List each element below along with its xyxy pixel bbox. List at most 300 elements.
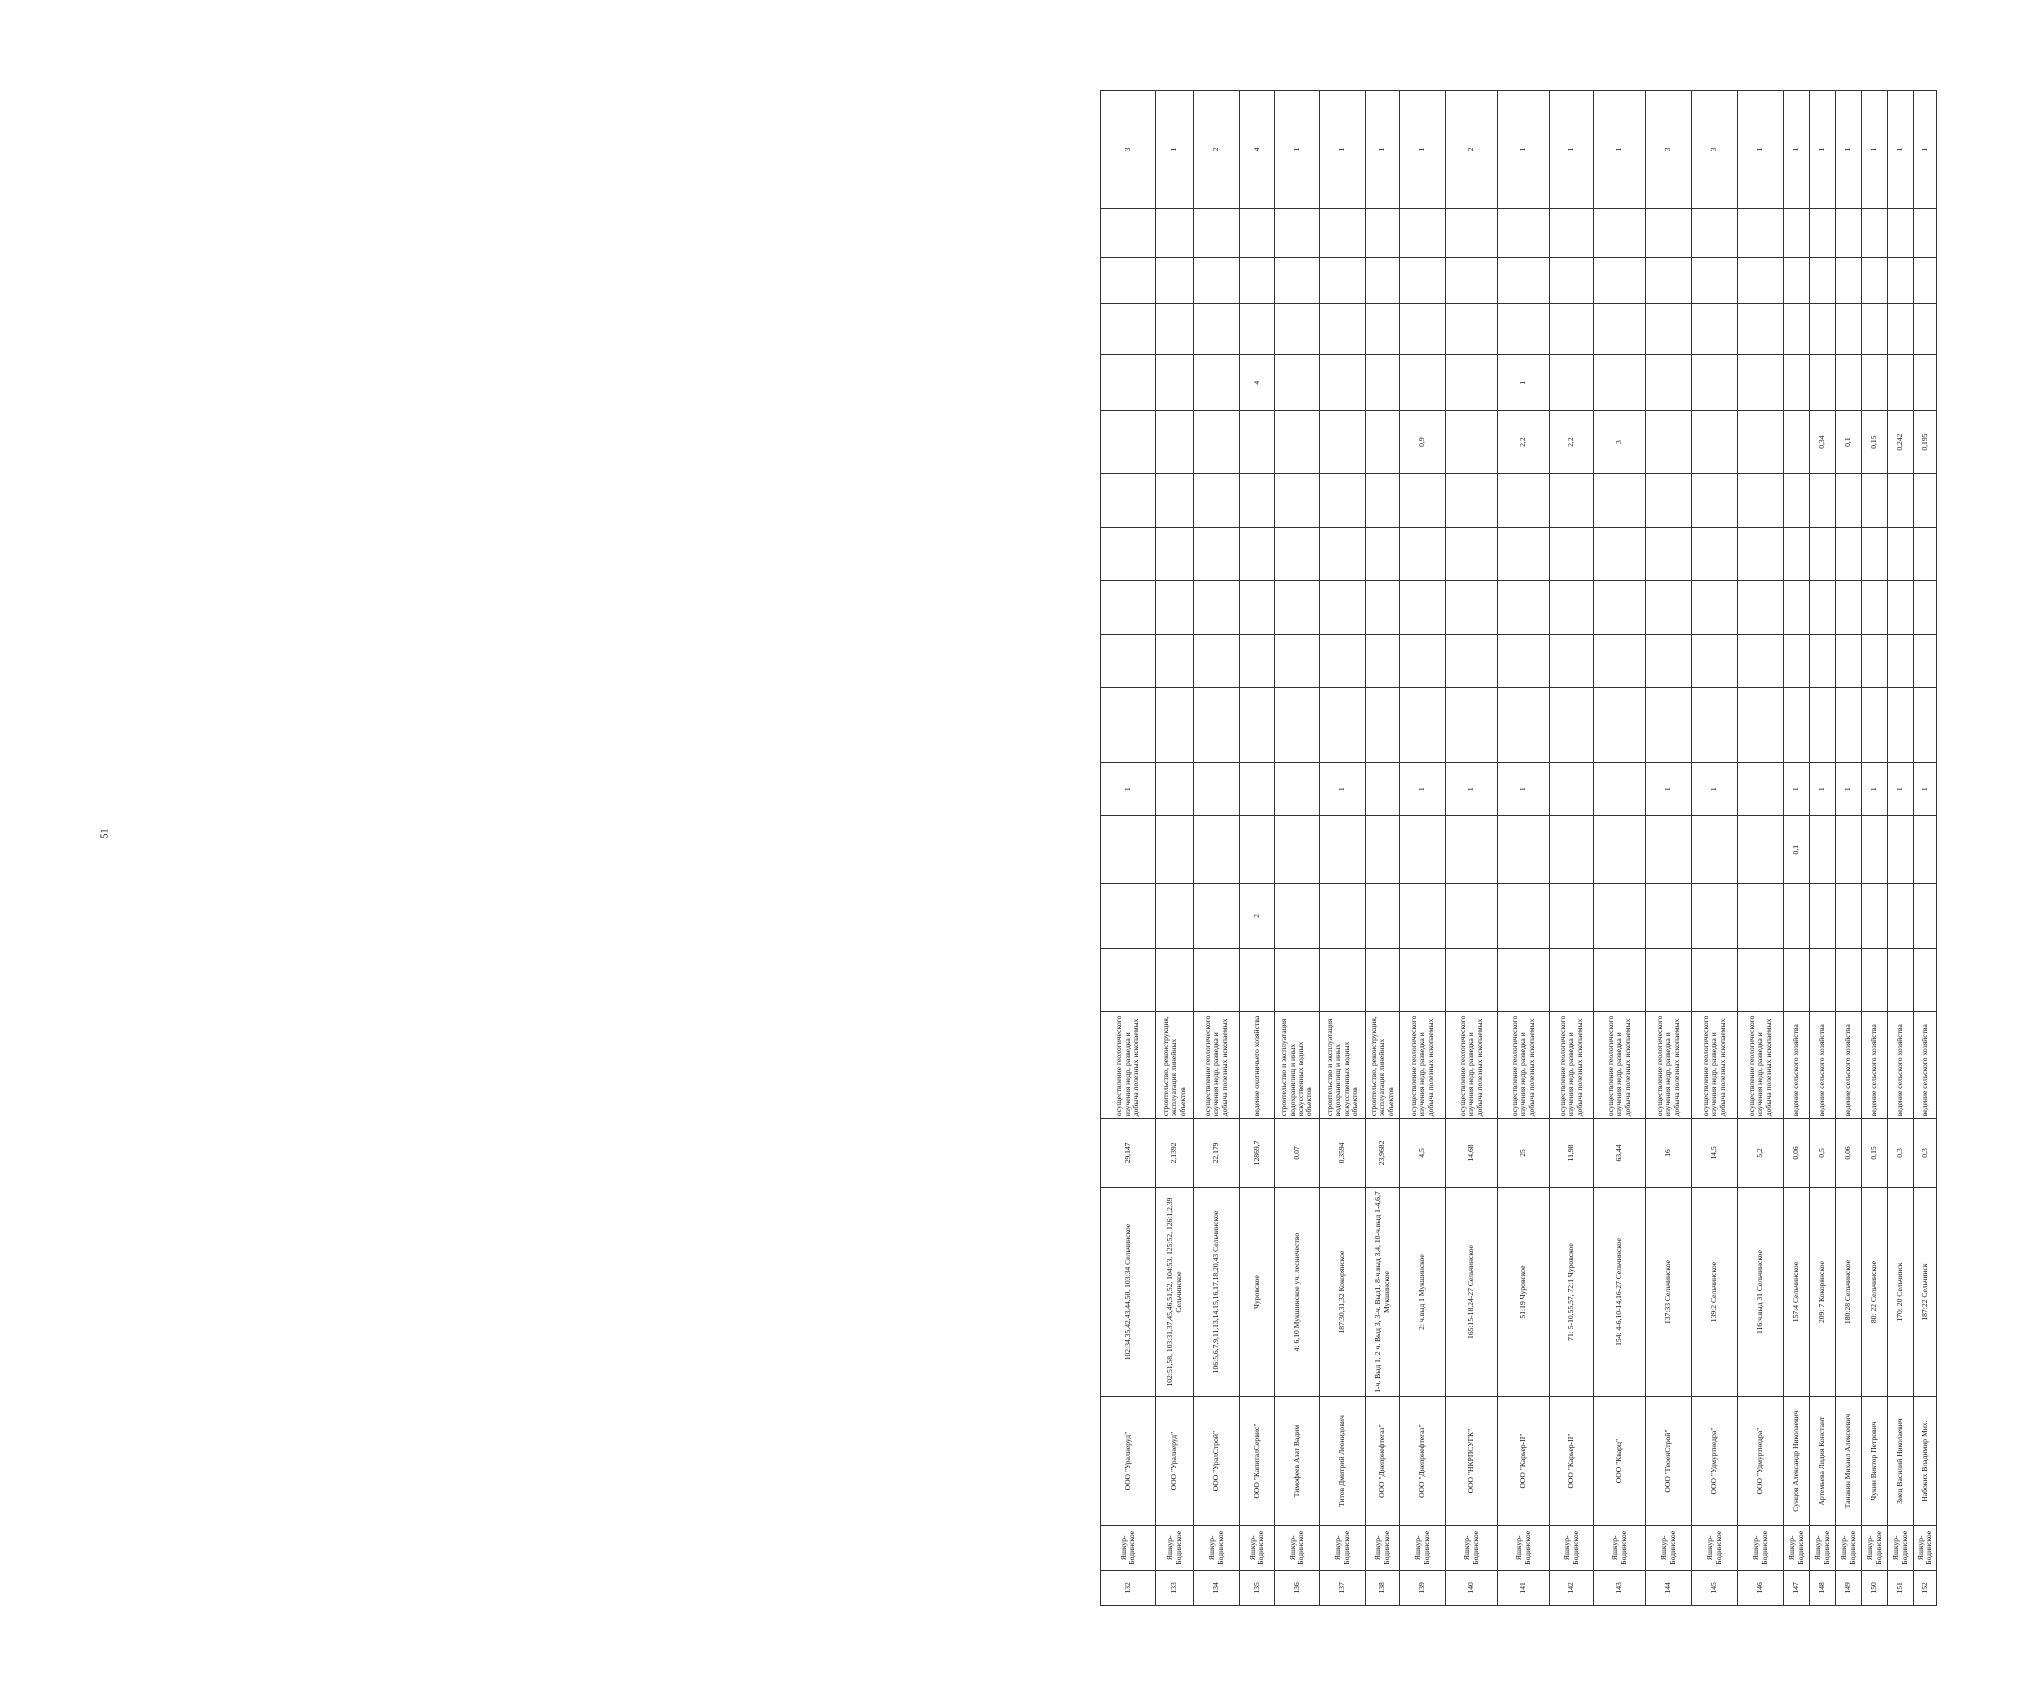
- cell-c13: [1446, 258, 1498, 304]
- cell-c7: [1400, 581, 1446, 634]
- cell-use: строительство и эксплуатация водохранилищ и иных искусственных водных объектов: [1275, 1012, 1320, 1119]
- cell-last: 3: [1646, 91, 1692, 209]
- cell-c11: [1810, 355, 1836, 411]
- cell-c3: [1738, 816, 1784, 883]
- cell-c1: [1400, 949, 1446, 1012]
- cell-c11: [1692, 355, 1738, 411]
- cell-c14: [1101, 208, 1156, 257]
- cell-area: 11,98: [1550, 1119, 1594, 1187]
- cell-o: Сунцов Александр Николаевич: [1784, 1397, 1810, 1525]
- cell-c14: [1738, 208, 1784, 257]
- cell-use: осуществление геологического изучения недр, разведка и добыча полезных ископаемых: [1194, 1012, 1240, 1119]
- cell-c11: [1101, 355, 1156, 411]
- cell-c7: [1498, 581, 1550, 634]
- cell-c5: [1240, 688, 1275, 763]
- cell-c8: [1194, 527, 1240, 580]
- cell-s: Яшкур-Бодинское: [1194, 1525, 1240, 1570]
- cell-c8: [1550, 527, 1594, 580]
- cell-area: 5,2: [1738, 1119, 1784, 1187]
- cell-c12: [1101, 304, 1156, 355]
- cell-c3: [1862, 816, 1888, 883]
- cell-c8: [1320, 527, 1366, 580]
- cell-c6: [1836, 634, 1862, 687]
- cell-n: 134: [1194, 1570, 1240, 1605]
- cell-c10: 0,195: [1914, 411, 1937, 474]
- cell-c14: [1646, 208, 1692, 257]
- cell-n: 137: [1320, 1570, 1366, 1605]
- cell-c14: [1194, 208, 1240, 257]
- cell-c4: 1: [1101, 763, 1156, 816]
- cell-c6: [1784, 634, 1810, 687]
- cell-c9: [1810, 474, 1836, 527]
- cell-s: Яшкур-Бодинское: [1400, 1525, 1446, 1570]
- cell-c13: [1366, 258, 1400, 304]
- cell-c12: [1646, 304, 1692, 355]
- cell-c13: [1400, 258, 1446, 304]
- cell-n: 152: [1914, 1570, 1937, 1605]
- cell-c14: [1320, 208, 1366, 257]
- table-row: [1101, 91, 1156, 1606]
- cell-c8: [1836, 527, 1862, 580]
- cell-use: осуществление геологического изучения недр, разведка и добыча полезных ископаемых: [1692, 1012, 1738, 1119]
- cell-c10: [1240, 411, 1275, 474]
- cell-use: строительство и эксплуатация водохранилищ и иных искусственных водных объектов: [1320, 1012, 1366, 1119]
- cell-c4: [1156, 763, 1194, 816]
- cell-s: Яшкур-Бодинское: [1810, 1525, 1836, 1570]
- cell-use: ведение сельского хозяйства: [1784, 1012, 1810, 1119]
- cell-c5: [1692, 688, 1738, 763]
- cell-o: ООО "УралСтрой": [1194, 1397, 1240, 1525]
- cell-c9: [1446, 474, 1498, 527]
- cell-c7: [1646, 581, 1692, 634]
- cell-use: осуществление геологического изучения недр, разведка и добыча полезных ископаемых: [1498, 1012, 1550, 1119]
- cell-c2: [1836, 883, 1862, 948]
- cell-c5: [1156, 688, 1194, 763]
- cell-last: 4: [1240, 91, 1275, 209]
- cell-c9: [1836, 474, 1862, 527]
- cell-c10: 2,2: [1498, 411, 1550, 474]
- table-row: [1646, 91, 1692, 1606]
- cell-c12: [1914, 304, 1937, 355]
- cell-c3: [1156, 816, 1194, 883]
- cell-use: ведение сельского хозяйства: [1810, 1012, 1836, 1119]
- table-row: [1810, 91, 1836, 1606]
- cell-c2: [1550, 883, 1594, 948]
- cell-c1: [1784, 949, 1810, 1012]
- cell-s: Яшкур-Бодинское: [1240, 1525, 1275, 1570]
- cell-c11: 4: [1240, 355, 1275, 411]
- cell-c2: [1400, 883, 1446, 948]
- cell-c7: [1738, 581, 1784, 634]
- cell-area: 0,3: [1888, 1119, 1914, 1187]
- cell-c12: [1194, 304, 1240, 355]
- cell-c2: [1646, 883, 1692, 948]
- cell-c3: [1400, 816, 1446, 883]
- cell-use: ведение сельского хозяйства: [1914, 1012, 1937, 1119]
- cell-c3: [1646, 816, 1692, 883]
- cell-c2: [1784, 883, 1810, 948]
- cell-area: 0,06: [1784, 1119, 1810, 1187]
- cell-c3: [1194, 816, 1240, 883]
- cell-c6: [1366, 634, 1400, 687]
- cell-use: осуществление геологического изучения недр, разведка и добыча полезных ископаемых: [1446, 1012, 1498, 1119]
- cell-c10: 3: [1594, 411, 1646, 474]
- cell-c3: [1498, 816, 1550, 883]
- cell-c9: [1646, 474, 1692, 527]
- cell-c2: [1156, 883, 1194, 948]
- cell-o: ООО "Удмуртнедра": [1692, 1397, 1738, 1525]
- cell-c10: [1692, 411, 1738, 474]
- cell-c3: [1550, 816, 1594, 883]
- cell-c12: [1550, 304, 1594, 355]
- cell-use: ведение сельского хозяйства: [1862, 1012, 1888, 1119]
- cell-c11: [1646, 355, 1692, 411]
- cell-c12: [1888, 304, 1914, 355]
- cell-c1: [1862, 949, 1888, 1012]
- table-row: [1888, 91, 1914, 1606]
- cell-c3: [1320, 816, 1366, 883]
- cell-o: ООО "Удмуртнедра": [1738, 1397, 1784, 1525]
- cell-c12: [1275, 304, 1320, 355]
- cell-n: 141: [1498, 1570, 1550, 1605]
- cell-c10: [1738, 411, 1784, 474]
- cell-n: 149: [1836, 1570, 1862, 1605]
- cell-last: 1: [1738, 91, 1784, 209]
- cell-c7: [1194, 581, 1240, 634]
- cell-c11: [1594, 355, 1646, 411]
- cell-c11: [1446, 355, 1498, 411]
- cell-o: ООО "Уралнеруд": [1101, 1397, 1156, 1525]
- cell-c5: [1275, 688, 1320, 763]
- cell-c1: [1156, 949, 1194, 1012]
- cell-c9: [1914, 474, 1937, 527]
- cell-area: 2,1392: [1156, 1119, 1194, 1187]
- table-row: [1156, 91, 1194, 1606]
- cell-c6: [1888, 634, 1914, 687]
- cell-c13: [1194, 258, 1240, 304]
- cell-c1: [1101, 949, 1156, 1012]
- cell-c12: [1862, 304, 1888, 355]
- table-row: [1275, 91, 1320, 1606]
- cell-c5: [1836, 688, 1862, 763]
- cell-c1: [1646, 949, 1692, 1012]
- cell-c10: 0,15: [1862, 411, 1888, 474]
- table-row: [1400, 91, 1446, 1606]
- cell-n: 142: [1550, 1570, 1594, 1605]
- cell-c7: [1810, 581, 1836, 634]
- cell-c8: [1738, 527, 1784, 580]
- cell-last: 1: [1810, 91, 1836, 209]
- cell-c13: [1594, 258, 1646, 304]
- cell-loc: 102:34,35,42,43,44,50, 103:34 Сельчинское: [1101, 1187, 1156, 1397]
- cell-area: 0,15: [1862, 1119, 1888, 1187]
- cell-c9: [1320, 474, 1366, 527]
- cell-c2: [1101, 883, 1156, 948]
- cell-loc: Чуровское: [1240, 1187, 1275, 1397]
- cell-c5: [1400, 688, 1446, 763]
- cell-n: 133: [1156, 1570, 1194, 1605]
- cell-loc: 4: 6,10 Мукшинское уч. лесничество: [1275, 1187, 1320, 1397]
- cell-s: Яшкур-Бодинское: [1366, 1525, 1400, 1570]
- cell-n: 135: [1240, 1570, 1275, 1605]
- cell-c4: 1: [1914, 763, 1937, 816]
- cell-n: 145: [1692, 1570, 1738, 1605]
- cell-o: ООО "Днепрнефтегаз": [1366, 1397, 1400, 1525]
- cell-o: Титов Дмитрий Леонидович: [1320, 1397, 1366, 1525]
- table-row: [1498, 91, 1550, 1606]
- cell-n: 144: [1646, 1570, 1692, 1605]
- cell-c11: [1400, 355, 1446, 411]
- cell-o: ООО "Карьер-II": [1550, 1397, 1594, 1525]
- cell-c14: [1240, 208, 1275, 257]
- cell-c10: 0,9: [1400, 411, 1446, 474]
- cell-c4: [1550, 763, 1594, 816]
- cell-c4: [1275, 763, 1320, 816]
- cell-loc: 187:22 Сельчинск: [1914, 1187, 1937, 1397]
- cell-c14: [1836, 208, 1862, 257]
- cell-c14: [1275, 208, 1320, 257]
- cell-c4: 1: [1810, 763, 1836, 816]
- cell-c2: [1366, 883, 1400, 948]
- cell-n: 151: [1888, 1570, 1914, 1605]
- cell-area: 14,68: [1446, 1119, 1498, 1187]
- cell-c4: 1: [1400, 763, 1446, 816]
- cell-c3: [1888, 816, 1914, 883]
- cell-c4: [1366, 763, 1400, 816]
- cell-c4: 1: [1646, 763, 1692, 816]
- cell-c10: 0,242: [1888, 411, 1914, 474]
- cell-last: 1: [1320, 91, 1366, 209]
- cell-c13: [1240, 258, 1275, 304]
- cell-area: 29,147: [1101, 1119, 1156, 1187]
- cell-s: Яшкур-Бодинское: [1320, 1525, 1366, 1570]
- cell-c10: 0,34: [1810, 411, 1836, 474]
- cell-c1: [1550, 949, 1594, 1012]
- cell-c1: [1498, 949, 1550, 1012]
- cell-area: 0,3594: [1320, 1119, 1366, 1187]
- cell-c7: [1862, 581, 1888, 634]
- cell-loc: 187:30,31,32 Кокорянское: [1320, 1187, 1366, 1397]
- cell-c7: [1240, 581, 1275, 634]
- cell-c12: [1498, 304, 1550, 355]
- cell-c12: [1240, 304, 1275, 355]
- cell-c3: [1101, 816, 1156, 883]
- cell-c12: [1836, 304, 1862, 355]
- cell-loc: 2: ч.выд 1 Мукшинское: [1400, 1187, 1446, 1397]
- cell-c7: [1156, 581, 1194, 634]
- cell-c1: [1275, 949, 1320, 1012]
- cell-c1: [1738, 949, 1784, 1012]
- cell-c14: [1366, 208, 1400, 257]
- cell-c11: [1738, 355, 1784, 411]
- cell-c11: [1550, 355, 1594, 411]
- cell-last: 1: [1836, 91, 1862, 209]
- cell-c14: [1888, 208, 1914, 257]
- cell-last: 1: [1156, 91, 1194, 209]
- cell-c14: [1498, 208, 1550, 257]
- cell-area: 63,44: [1594, 1119, 1646, 1187]
- cell-c12: [1810, 304, 1836, 355]
- cell-loc: 116:ч.выд 31 Сельчинское: [1738, 1187, 1784, 1397]
- cell-o: ООО "Уралнеруд": [1156, 1397, 1194, 1525]
- cell-c5: [1888, 688, 1914, 763]
- cell-n: 148: [1810, 1570, 1836, 1605]
- cell-c5: [1914, 688, 1937, 763]
- cell-c10: 2,2: [1550, 411, 1594, 474]
- cell-c8: [1400, 527, 1446, 580]
- cell-c3: [1594, 816, 1646, 883]
- cell-n: 150: [1862, 1570, 1888, 1605]
- cell-last: 1: [1594, 91, 1646, 209]
- table-row: [1738, 91, 1784, 1606]
- cell-c6: [1400, 634, 1446, 687]
- cell-s: Яшкур-Бодинское: [1738, 1525, 1784, 1570]
- cell-c6: [1275, 634, 1320, 687]
- cell-c8: [1784, 527, 1810, 580]
- cell-c12: [1446, 304, 1498, 355]
- cell-s: Яшкур-Бодинское: [1862, 1525, 1888, 1570]
- cell-area: 4,5: [1400, 1119, 1446, 1187]
- cell-o: Зиец Василий Николаевич: [1888, 1397, 1914, 1525]
- cell-c3: 0,1: [1784, 816, 1810, 883]
- cell-c7: [1550, 581, 1594, 634]
- cell-c8: [1498, 527, 1550, 580]
- cell-n: 136: [1275, 1570, 1320, 1605]
- cell-s: Яшкур-Бодинское: [1446, 1525, 1498, 1570]
- cell-c9: [1738, 474, 1784, 527]
- page-number: 51: [99, 828, 111, 839]
- cell-last: 3: [1692, 91, 1738, 209]
- cell-c6: [1446, 634, 1498, 687]
- cell-c9: [1400, 474, 1446, 527]
- cell-c10: [1366, 411, 1400, 474]
- cell-c4: 1: [1320, 763, 1366, 816]
- lease-table: [1100, 90, 1937, 1606]
- cell-c8: [1862, 527, 1888, 580]
- cell-c4: 1: [1784, 763, 1810, 816]
- table-row: [1914, 91, 1937, 1606]
- cell-loc: 154: 4-6,10-14,16-27 Сельчинское: [1594, 1187, 1646, 1397]
- cell-c14: [1784, 208, 1810, 257]
- cell-c1: [1692, 949, 1738, 1012]
- cell-c5: [1784, 688, 1810, 763]
- cell-c7: [1914, 581, 1937, 634]
- cell-c2: [1446, 883, 1498, 948]
- cell-c4: 1: [1498, 763, 1550, 816]
- table-row: [1240, 91, 1275, 1606]
- cell-c1: [1836, 949, 1862, 1012]
- cell-c2: [1888, 883, 1914, 948]
- cell-area: 12869,7: [1240, 1119, 1275, 1187]
- cell-c8: [1646, 527, 1692, 580]
- cell-o: ООО "Кварц": [1594, 1397, 1646, 1525]
- cell-loc: 139:2 Сельчинское: [1692, 1187, 1738, 1397]
- cell-c13: [1646, 258, 1692, 304]
- cell-c12: [1784, 304, 1810, 355]
- cell-loc: 71: 5-10,55,57, 72:1 Чуровское: [1550, 1187, 1594, 1397]
- cell-c2: [1320, 883, 1366, 948]
- cell-c1: [1810, 949, 1836, 1012]
- cell-c12: [1400, 304, 1446, 355]
- cell-c9: [1594, 474, 1646, 527]
- cell-c6: [1738, 634, 1784, 687]
- cell-c6: [1101, 634, 1156, 687]
- cell-c12: [1320, 304, 1366, 355]
- cell-loc: 170: 20 Сельчинск: [1888, 1187, 1914, 1397]
- cell-c2: [1275, 883, 1320, 948]
- cell-last: 1: [1862, 91, 1888, 209]
- cell-s: Яшкур-Бодинское: [1784, 1525, 1810, 1570]
- cell-c5: [1862, 688, 1888, 763]
- cell-area: 0,3: [1914, 1119, 1937, 1187]
- cell-c8: [1888, 527, 1914, 580]
- rotated-table-container: [1100, 90, 2040, 1606]
- cell-use: осуществление геологического изучения недр, разведка и добыча полезных ископаемых: [1594, 1012, 1646, 1119]
- cell-c8: [1594, 527, 1646, 580]
- table-row: [1320, 91, 1366, 1606]
- cell-area: 14,5: [1692, 1119, 1738, 1187]
- cell-o: ООО "Днепрнефтегаз": [1400, 1397, 1446, 1525]
- cell-use: ведение сельского хозяйства: [1888, 1012, 1914, 1119]
- cell-c9: [1275, 474, 1320, 527]
- cell-c9: [1888, 474, 1914, 527]
- cell-s: Яшкур-Бодинское: [1836, 1525, 1862, 1570]
- cell-c3: [1366, 816, 1400, 883]
- cell-c4: 1: [1446, 763, 1498, 816]
- cell-c4: [1738, 763, 1784, 816]
- cell-use: строительство, реконструкция, эксплуатация линейных объектов: [1366, 1012, 1400, 1119]
- cell-c10: [1446, 411, 1498, 474]
- cell-c6: [1594, 634, 1646, 687]
- cell-c5: [1646, 688, 1692, 763]
- cell-c14: [1400, 208, 1446, 257]
- cell-loc: 165:15-18,24-27 Сельчинское: [1446, 1187, 1498, 1397]
- cell-c5: [1550, 688, 1594, 763]
- cell-loc: 106:5,6,7,9,11,13,14,15,16,17,18,20,43 Сельчинское: [1194, 1187, 1240, 1397]
- cell-c4: 1: [1888, 763, 1914, 816]
- cell-c3: [1914, 816, 1937, 883]
- cell-use: строительство, реконструкция, эксплуатация линейных объектов: [1156, 1012, 1194, 1119]
- cell-c13: [1101, 258, 1156, 304]
- cell-n: 147: [1784, 1570, 1810, 1605]
- table-row: [1550, 91, 1594, 1606]
- cell-c11: [1836, 355, 1862, 411]
- table-row: [1862, 91, 1888, 1606]
- cell-c1: [1594, 949, 1646, 1012]
- cell-c13: [1888, 258, 1914, 304]
- cell-c5: [1738, 688, 1784, 763]
- cell-c7: [1784, 581, 1810, 634]
- cell-c14: [1914, 208, 1937, 257]
- cell-s: Яшкур-Бодинское: [1101, 1525, 1156, 1570]
- cell-c3: [1446, 816, 1498, 883]
- cell-c4: [1240, 763, 1275, 816]
- cell-c12: [1738, 304, 1784, 355]
- cell-area: 0,07: [1275, 1119, 1320, 1187]
- cell-c1: [1888, 949, 1914, 1012]
- cell-c8: [1446, 527, 1498, 580]
- cell-c8: [1810, 527, 1836, 580]
- cell-c7: [1101, 581, 1156, 634]
- cell-o: ООО "Карьер-II": [1498, 1397, 1550, 1525]
- cell-c11: 1: [1498, 355, 1550, 411]
- cell-area: 22,179: [1194, 1119, 1240, 1187]
- cell-c13: [1784, 258, 1810, 304]
- cell-c7: [1594, 581, 1646, 634]
- cell-c13: [1156, 258, 1194, 304]
- cell-c10: 0,1: [1836, 411, 1862, 474]
- cell-s: Яшкур-Бодинское: [1692, 1525, 1738, 1570]
